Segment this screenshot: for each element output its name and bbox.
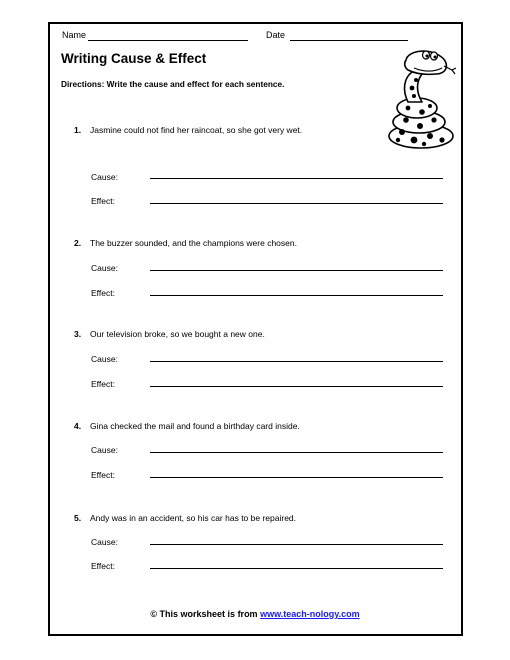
question-text: Jasmine could not find her raincoat, so she got very wet. bbox=[90, 125, 303, 135]
name-label: Name bbox=[62, 30, 87, 40]
question-5 bbox=[74, 513, 296, 523]
effect-answer-line-3[interactable] bbox=[150, 386, 443, 387]
cause-answer-line-2[interactable] bbox=[150, 270, 443, 271]
question-4 bbox=[74, 421, 300, 431]
cause-answer-line-5[interactable] bbox=[150, 544, 443, 545]
question-3 bbox=[74, 329, 265, 339]
question-text: Our television broke, so we bought a new one. bbox=[90, 329, 265, 339]
cause-label: Cause: bbox=[91, 172, 118, 182]
effect-answer-line-4[interactable] bbox=[150, 477, 443, 478]
footer bbox=[0, 609, 510, 619]
cause-answer-line-1[interactable] bbox=[150, 178, 443, 179]
question-text: The buzzer sounded, and the champions were chosen. bbox=[90, 238, 297, 248]
cause-answer-line-3[interactable] bbox=[150, 361, 443, 362]
effect-answer-line-2[interactable] bbox=[150, 295, 443, 296]
cause-label: Cause: bbox=[91, 445, 118, 455]
question-text: Andy was in an accident, so his car has to be repaired. bbox=[90, 513, 297, 523]
cause-label: Cause: bbox=[91, 263, 118, 273]
footer-link[interactable]: www.teach-nology.com bbox=[260, 609, 360, 619]
effect-answer-line-1[interactable] bbox=[150, 203, 443, 204]
effect-label: Effect: bbox=[91, 288, 115, 298]
cause-label: Cause: bbox=[91, 537, 118, 547]
directions: Directions: Write the cause and effect for each sentence. bbox=[61, 79, 285, 89]
snake-icon bbox=[378, 44, 460, 154]
cause-label: Cause: bbox=[91, 354, 118, 364]
page-title: Writing Cause & Effect bbox=[61, 51, 207, 66]
question-number: 1. bbox=[74, 125, 82, 135]
date-line[interactable] bbox=[290, 40, 408, 41]
cause-answer-line-4[interactable] bbox=[150, 452, 443, 453]
effect-label: Effect: bbox=[91, 379, 115, 389]
name-line[interactable] bbox=[88, 40, 248, 41]
question-number: 4. bbox=[74, 421, 82, 431]
footer-text: © This worksheet is from bbox=[150, 609, 261, 619]
question-1 bbox=[74, 125, 302, 135]
effect-label: Effect: bbox=[91, 196, 115, 206]
question-number: 3. bbox=[74, 329, 82, 339]
question-2 bbox=[74, 238, 297, 248]
question-number: 2. bbox=[74, 238, 82, 248]
question-text: Gina checked the mail and found a birthday card inside. bbox=[90, 421, 300, 431]
effect-label: Effect: bbox=[91, 470, 115, 480]
effect-label: Effect: bbox=[91, 561, 115, 571]
date-label: Date bbox=[266, 30, 286, 40]
question-number: 5. bbox=[74, 513, 82, 523]
effect-answer-line-5[interactable] bbox=[150, 568, 443, 569]
